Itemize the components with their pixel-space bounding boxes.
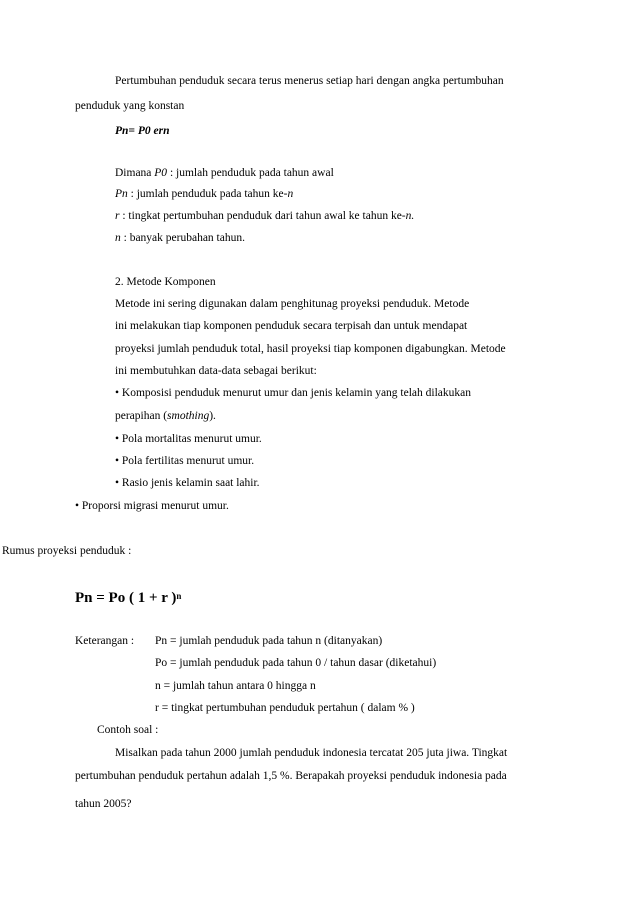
def-r [115, 209, 414, 223]
def-pn-text: : jumlah penduduk pada tahun ke- [127, 188, 288, 200]
contoh-label: Contoh soal : [97, 724, 159, 736]
def-r-text: : tingkat pertumbuhan penduduk dari tahun awal ke tahun ke- [119, 210, 406, 222]
def-r-n: n. [405, 210, 415, 222]
bullet-mortalitas: • Pola mortalitas menurut umur. [115, 433, 262, 445]
def-pn-symbol: Pn [115, 188, 128, 200]
para-growth-line1: Pertumbuhan penduduk secara terus menerus setiap hari dengan angka pertumbuhan [115, 75, 504, 87]
bullet-rasio: • Rasio jenis kelamin saat lahir. [115, 477, 260, 489]
rumus-formula [75, 589, 181, 607]
keterangan-r: r = tingkat pertumbuhan penduduk pertahun ( dalam % ) [155, 702, 415, 714]
para-growth-line2: penduduk yang konstan [75, 100, 185, 112]
contoh-line1: Misalkan pada tahun 2000 jumlah penduduk indonesia tercatat 205 juta jiwa. Tingkat [115, 747, 508, 759]
perapihan-close: ). [209, 410, 216, 422]
keterangan-po: Po = jumlah penduduk pada tahun 0 / tahun dasar (diketahui) [155, 657, 437, 669]
contoh-line3: tahun 2005? [75, 798, 132, 810]
def-p0-text: : jumlah penduduk pada tahun awal [167, 167, 334, 179]
section-line3: proyeksi jumlah penduduk total, hasil proyeksi tiap komponen digabungkan. Metode [115, 343, 506, 355]
section-line2: ini melakukan tiap komponen penduduk secara terpisah dan untuk mendapat [115, 320, 468, 332]
rumus-formula-base: Pn = Po ( 1 + r ) [75, 590, 177, 606]
keterangan-pn: Pn = jumlah penduduk pada tahun n (ditanyakan) [155, 635, 383, 647]
def-n [115, 231, 245, 245]
contoh-line2: pertumbuhan penduduk pertahun adalah 1,5 %. Berapakah proyeksi penduduk indonesia pada [75, 770, 507, 782]
rumus-label: Rumus proyeksi penduduk : [2, 545, 132, 557]
bullet-komposisi-cont [115, 409, 216, 423]
def-pn [115, 187, 293, 201]
def-pn-n: n [287, 188, 294, 200]
perapihan-text: perapihan ( [115, 410, 168, 422]
def-p0 [115, 166, 334, 180]
section-line1: Metode ini sering digunakan dalam penghitunag proyeksi penduduk. Metode [115, 298, 470, 310]
bullet-fertilitas: • Pola fertilitas menurut umur. [115, 455, 255, 467]
keterangan-n: n = jumlah tahun antara 0 hingga n [155, 680, 316, 692]
rumus-formula-exponent: n [176, 591, 182, 601]
section-heading: 2. Metode Komponen [115, 276, 216, 288]
section-line4: ini membutuhkan data-data sebagai berikut: [115, 365, 317, 377]
def-p0-symbol: P0 [154, 167, 168, 179]
formula-exponential: Pn= P0 ern [115, 125, 170, 137]
smothing-term: smothing [167, 410, 210, 422]
bullet-migrasi: • Proporsi migrasi menurut umur. [75, 500, 229, 512]
keterangan-label: Keterangan : [75, 635, 135, 647]
def-n-text: : banyak perubahan tahun. [120, 232, 245, 244]
def-intro: Dimana [115, 167, 155, 179]
def-r-symbol: r [115, 210, 120, 222]
def-n-symbol: n [115, 232, 121, 244]
bullet-komposisi: • Komposisi penduduk menurut umur dan jenis kelamin yang telah dilakukan [115, 387, 471, 399]
